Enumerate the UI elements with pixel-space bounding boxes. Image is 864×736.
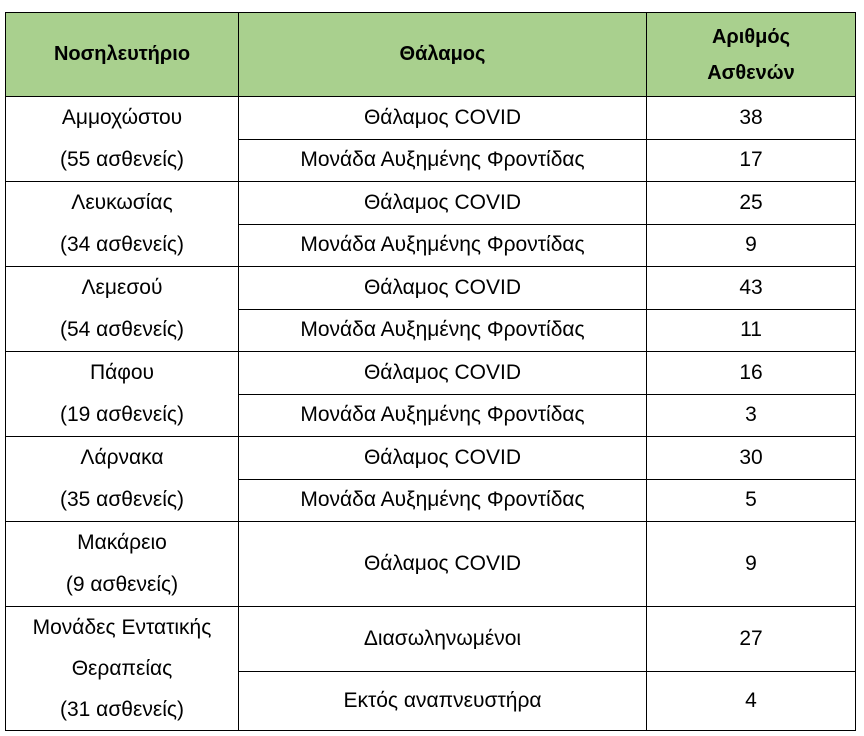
table-row	[6, 267, 856, 310]
count-cell: 4	[647, 672, 856, 731]
hospital-cell	[6, 437, 239, 522]
header-ward	[239, 13, 647, 97]
header-hospital	[6, 13, 239, 97]
table-row	[6, 182, 856, 225]
table-row	[6, 97, 856, 140]
table-row	[6, 522, 856, 607]
hospital-name-line1: Μονάδες Εντατικής	[32, 616, 212, 639]
count-cell: 27	[647, 607, 856, 672]
ward-cell: Εκτός αναπνευστήρα	[239, 672, 647, 731]
ward-cell: Θάλαμος COVID	[239, 352, 647, 395]
hospital-cell	[6, 522, 239, 607]
hospital-name: Αμμοχώστου	[61, 106, 183, 129]
header-count-line2: Ασθενών	[707, 61, 795, 84]
ward-cell: Μονάδα Αυξημένης Φροντίδας	[239, 479, 647, 522]
ward-cell: Διασωληνωμένοι	[239, 607, 647, 672]
hospital-cell	[6, 182, 239, 267]
hospital-name: Πάφου	[89, 361, 155, 384]
hospital-cell	[6, 267, 239, 352]
hospital-total: (54 ασθενείς)	[60, 318, 184, 341]
ward-cell: Μονάδα Αυξημένης Φροντίδας	[239, 139, 647, 182]
table-row	[6, 437, 856, 480]
hospital-name: Λάρνακα	[80, 446, 164, 469]
hospital-cell	[6, 352, 239, 437]
header-row	[6, 13, 856, 97]
header-patient-count	[647, 13, 856, 97]
ward-cell: Θάλαμος COVID	[239, 522, 647, 607]
ward-cell: Μονάδα Αυξημένης Φροντίδας	[239, 394, 647, 437]
ward-cell: Μονάδα Αυξημένης Φροντίδας	[239, 309, 647, 352]
hospital-total: (9 ασθενείς)	[65, 573, 179, 596]
hospital-total: (19 ασθενείς)	[60, 403, 184, 426]
count-cell: 25	[647, 182, 856, 225]
ward-cell: Θάλαμος COVID	[239, 437, 647, 480]
count-cell: 11	[647, 309, 856, 352]
count-cell: 38	[647, 97, 856, 140]
count-cell: 5	[647, 479, 856, 522]
count-cell: 16	[647, 352, 856, 395]
hospital-name-line2: Θεραπείας	[71, 657, 173, 680]
hospital-patients-table	[5, 12, 856, 731]
table-row	[6, 352, 856, 395]
count-cell: 3	[647, 394, 856, 437]
hospital-cell	[6, 97, 239, 182]
hospital-name: Λεμεσού	[81, 276, 163, 299]
hospital-name: Λευκωσίας	[71, 191, 173, 214]
header-ward-label: Θάλαμος	[399, 43, 486, 65]
hospital-cell	[6, 607, 239, 731]
hospital-name: Μακάρειο	[77, 531, 167, 554]
ward-cell: Θάλαμος COVID	[239, 182, 647, 225]
count-cell: 30	[647, 437, 856, 480]
hospital-total: (31 ασθενείς)	[60, 698, 184, 721]
hospital-total: (34 ασθενείς)	[60, 233, 184, 256]
count-cell: 43	[647, 267, 856, 310]
count-cell: 17	[647, 139, 856, 182]
table-row	[6, 607, 856, 672]
ward-cell: Θάλαμος COVID	[239, 97, 647, 140]
hospital-total: (55 ασθενείς)	[60, 148, 184, 171]
ward-cell: Θάλαμος COVID	[239, 267, 647, 310]
count-cell: 9	[647, 224, 856, 267]
header-count-line1: Αριθμός	[711, 25, 791, 48]
header-hospital-label: Νοσηλευτήριο	[53, 43, 191, 65]
ward-cell: Μονάδα Αυξημένης Φροντίδας	[239, 224, 647, 267]
count-cell: 9	[647, 522, 856, 607]
hospital-total: (35 ασθενείς)	[60, 488, 184, 511]
